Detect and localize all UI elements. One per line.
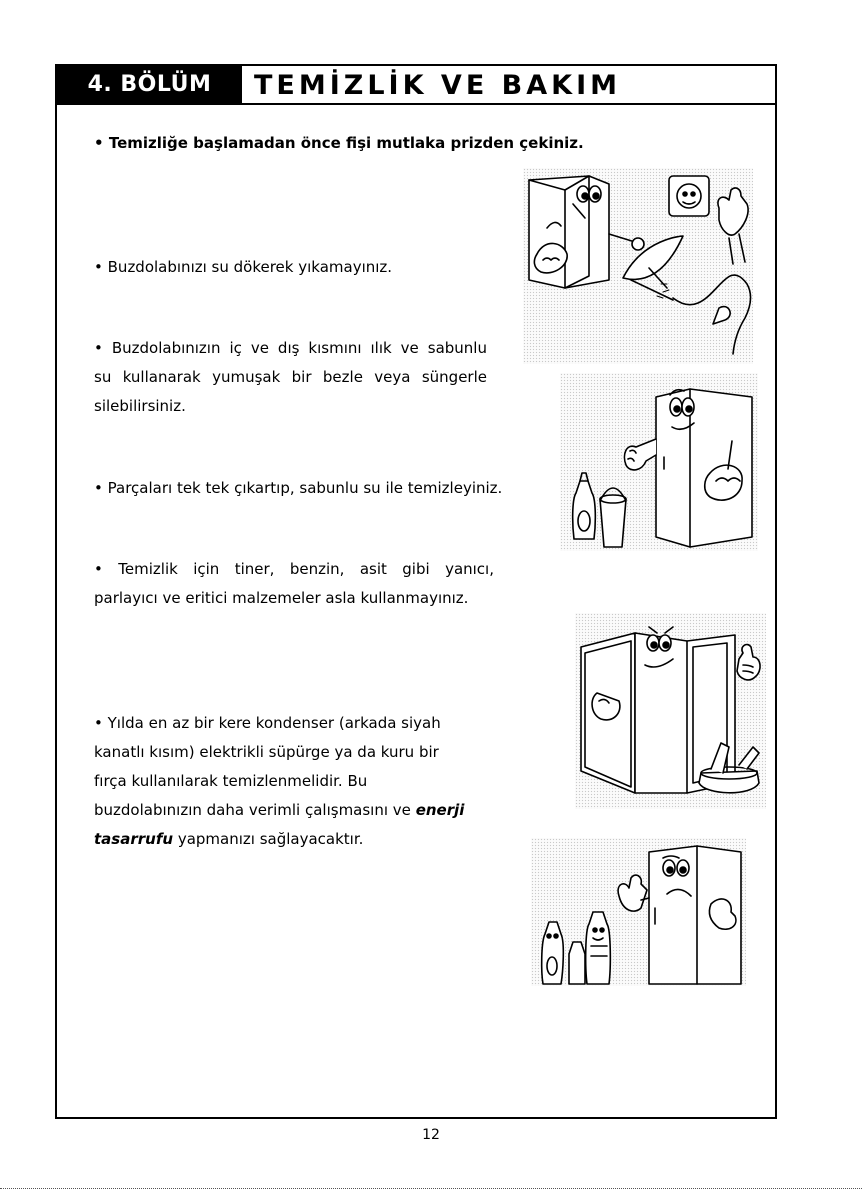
- bullet: •: [94, 479, 103, 497]
- instruction-line: yapmanızı sağlayacaktır.: [177, 830, 364, 848]
- bullet: •: [94, 134, 104, 152]
- instruction-text: Parçaları tek tek çıkartıp, sabunlu su ile temizleyiniz.: [107, 479, 503, 497]
- instruction-wipe: [94, 334, 487, 421]
- instruction-text: Temizliğe başlamadan önce fişi mutlaka prizden çekiniz.: [108, 134, 584, 152]
- instruction-line: su kullanarak yumuşak bir bezle veya süngerle: [94, 368, 487, 386]
- instruction-line: parlayıcı ve eritici malzemeler asla kullanmayınız.: [94, 589, 469, 607]
- fridge-unplug-hose-illustration: [523, 168, 753, 364]
- fridge-chemicals-warning-illustration: [531, 838, 746, 986]
- page-number: 12: [422, 1127, 440, 1143]
- instruction-no-water: [94, 253, 392, 282]
- instruction-no-chemicals: [94, 555, 494, 613]
- bottom-divider: [0, 1188, 862, 1189]
- instruction-line: buzdolabınızın daha verimli çalışmasını ve: [94, 801, 411, 819]
- instruction-line: silebilirsiniz.: [94, 397, 186, 415]
- instruction-parts: [94, 474, 502, 503]
- instruction-text: Buzdolabınızı su dökerek yıkamayınız.: [107, 258, 393, 276]
- instruction-line: Buzdolabınızın iç ve dış kısmını ılık ve sabunlu: [111, 339, 487, 357]
- page-title: TEMİZLİK VE BAKIM: [254, 70, 621, 101]
- instruction-condenser: [94, 709, 514, 854]
- bullet: •: [94, 560, 103, 578]
- chapter-header: [57, 66, 775, 105]
- fridge-open-condenser-illustration: [575, 613, 766, 809]
- bullet: •: [94, 258, 103, 276]
- emphasis-saving: tasarrufu: [94, 830, 174, 848]
- bullet: •: [94, 339, 103, 357]
- emphasis-energy: enerji: [415, 801, 465, 819]
- instruction-line: Temizlik için tiner, benzin, asit gibi yanıcı,: [118, 560, 494, 578]
- instruction-line: Yılda en az bir kere kondenser (arkada siyah: [107, 714, 441, 732]
- instruction-unplug: [94, 129, 584, 158]
- instruction-line: kanatlı kısım) elektrikli süpürge ya da kuru bir: [94, 743, 439, 761]
- fridge-wipe-soap-illustration: [560, 373, 758, 551]
- instruction-line: fırça kullanılarak temizlenmelidir. Bu: [94, 772, 368, 790]
- chapter-label: 4. BÖLÜM: [57, 66, 242, 103]
- bullet: •: [94, 714, 103, 732]
